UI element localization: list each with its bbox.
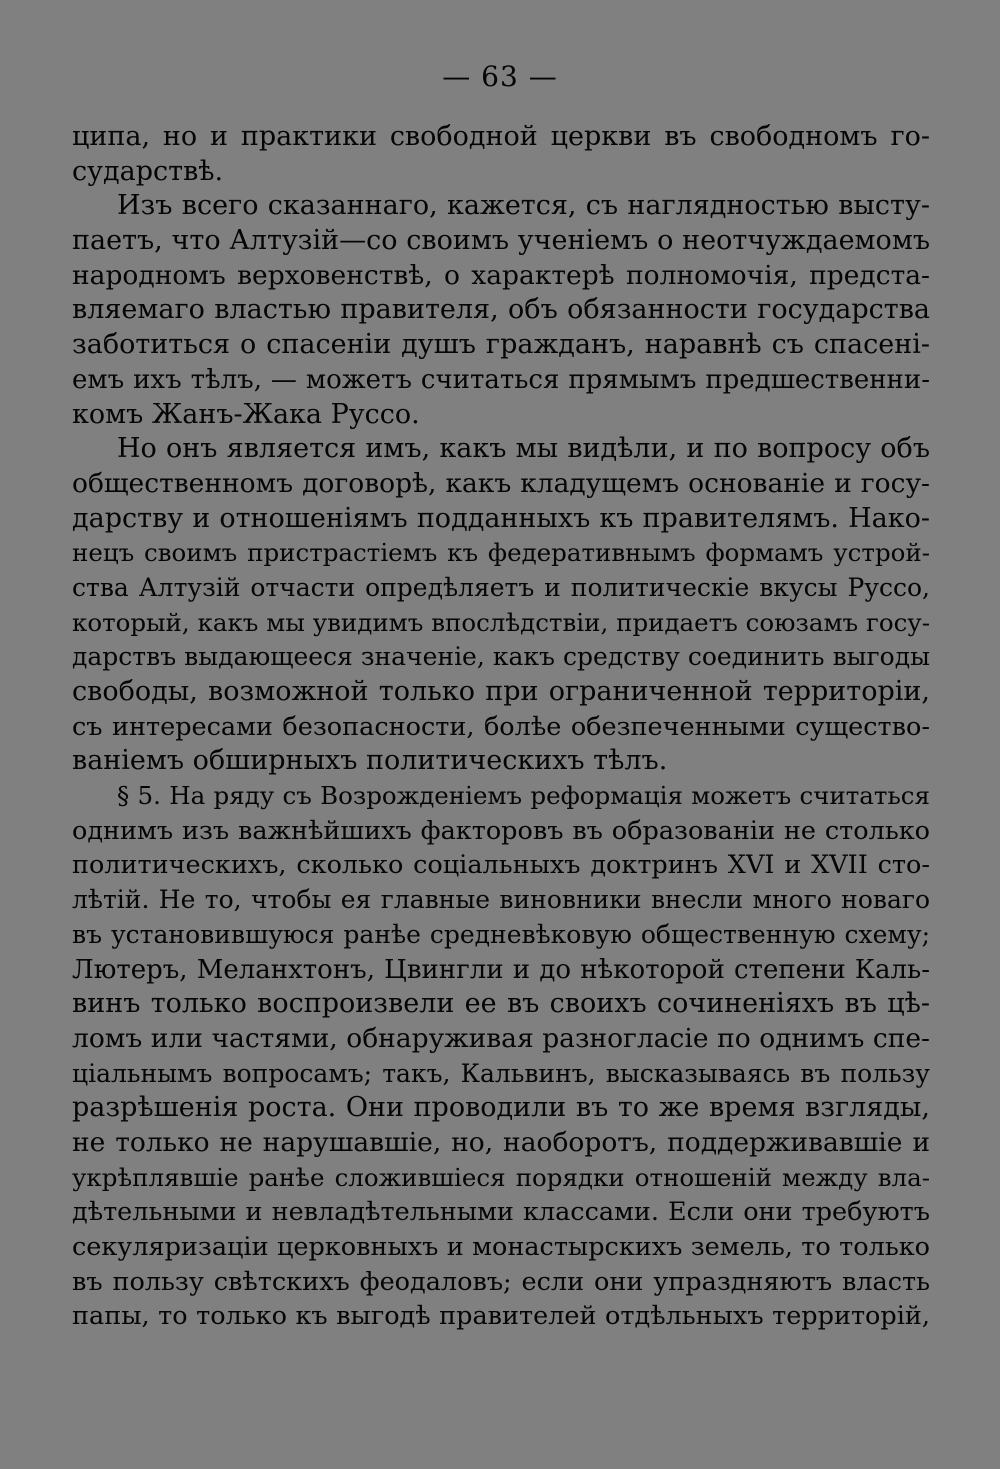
text-line: нецъ своимъ пристрастіемъ къ федеративнымъ формамъ устрой- bbox=[72, 538, 930, 568]
text-line: Изъ всего сказаннаго, кажется, съ наглядностью высту- bbox=[117, 190, 930, 222]
text-line: комъ Жанъ-Жака Руссо. bbox=[72, 398, 420, 430]
text-line: лѣтій. Не то, чтобы ея главные виновники внесли много новаго bbox=[72, 885, 930, 915]
text-line: Лютеръ, Меланхтонъ, Цвингли и до нѣкоторой степени Каль- bbox=[72, 954, 930, 985]
text-line: заботиться о спасеніи душъ гражданъ, наравнѣ съ спасені- bbox=[72, 329, 930, 361]
text-line: папы, то только къ выгодѣ правителей отдѣльныхъ территорій, bbox=[72, 1301, 930, 1332]
text-line: въ пользу свѣтскихъ феодаловъ; если они упраздняютъ власть bbox=[72, 1266, 930, 1297]
text-line: секуляризаціи церковныхъ и монастырскихъ земель, то только bbox=[72, 1232, 930, 1262]
text-line: политическихъ, сколько соціальныхъ доктринъ XVI и XVII сто- bbox=[72, 850, 930, 881]
text-line: который, какъ мы увидимъ впослѣдствіи, придаетъ союзамъ госу- bbox=[72, 607, 930, 637]
text-line: емъ ихъ тѣлъ, — можетъ считаться прямымъ предшественни- bbox=[72, 364, 930, 395]
text-line: свободы, возможной только при ограниченной территоріи, bbox=[72, 676, 930, 707]
text-line: ціальнымъ вопросамъ; такъ, Кальвинъ, высказываясь въ пользу bbox=[72, 1058, 930, 1088]
text-line: Но онъ является имъ, какъ мы видѣли, и по вопросу объ bbox=[117, 433, 930, 465]
text-line: укрѣплявшіе ранѣе сложившіеся порядки отношеній между вла- bbox=[72, 1162, 930, 1192]
text-line: съ интересами безопасности, болѣе обезпеченными существо- bbox=[72, 711, 930, 742]
text-line: дарству и отношеніямъ подданныхъ къ правителямъ. Нако- bbox=[72, 502, 930, 534]
text-line: народномъ верховенствѣ, о характерѣ полномочія, предста- bbox=[72, 259, 930, 291]
page-number: — 63 — bbox=[442, 60, 558, 93]
text-line: дарствъ выдающееся значеніе, какъ средству соединить выгоды bbox=[72, 642, 930, 672]
text-line: дѣтельными и невладѣтельными классами. Если они требуютъ bbox=[72, 1197, 930, 1228]
text-line: общественномъ договорѣ, какъ кладущемъ основаніе и госу- bbox=[72, 467, 930, 499]
text-line: винъ только воспроизвели ее въ своихъ сочиненіяхъ въ цѣ- bbox=[72, 988, 930, 1020]
text-line: вляемаго властью правителя, объ обязанности государства bbox=[72, 294, 930, 326]
text-line: сударствѣ. bbox=[72, 155, 224, 187]
text-line: не только не нарушавшіе, но, наоборотъ, поддерживавшіе и bbox=[72, 1126, 930, 1158]
text-line: ваніемъ обширныхъ политическихъ тѣлъ. bbox=[72, 745, 668, 777]
body-text bbox=[72, 120, 930, 1334]
text-line: § 5. На ряду съ Возрожденіемъ реформація можетъ считаться bbox=[117, 781, 930, 811]
text-line: ципа, но и практики свободной церкви въ свободномъ го- bbox=[72, 121, 930, 152]
text-line: разрѣшенія роста. Они проводили въ то же время взгляды, bbox=[72, 1092, 930, 1124]
text-line: ства Алтузій отчасти опредѣляетъ и политическіе вкусы Руссо, bbox=[72, 572, 930, 602]
text-line: ломъ или частями, обнаруживая разногласіе по однимъ спе- bbox=[72, 1022, 930, 1054]
text-line: однимъ изъ важнѣйшихъ факторовъ въ образованіи не столько bbox=[72, 815, 930, 846]
text-line: паетъ, что Алтузій—со своимъ ученіемъ о неотчуждаемомъ bbox=[72, 225, 930, 257]
text-line: въ установившуюся ранѣе средневѣковую общественную схему; bbox=[72, 919, 930, 949]
